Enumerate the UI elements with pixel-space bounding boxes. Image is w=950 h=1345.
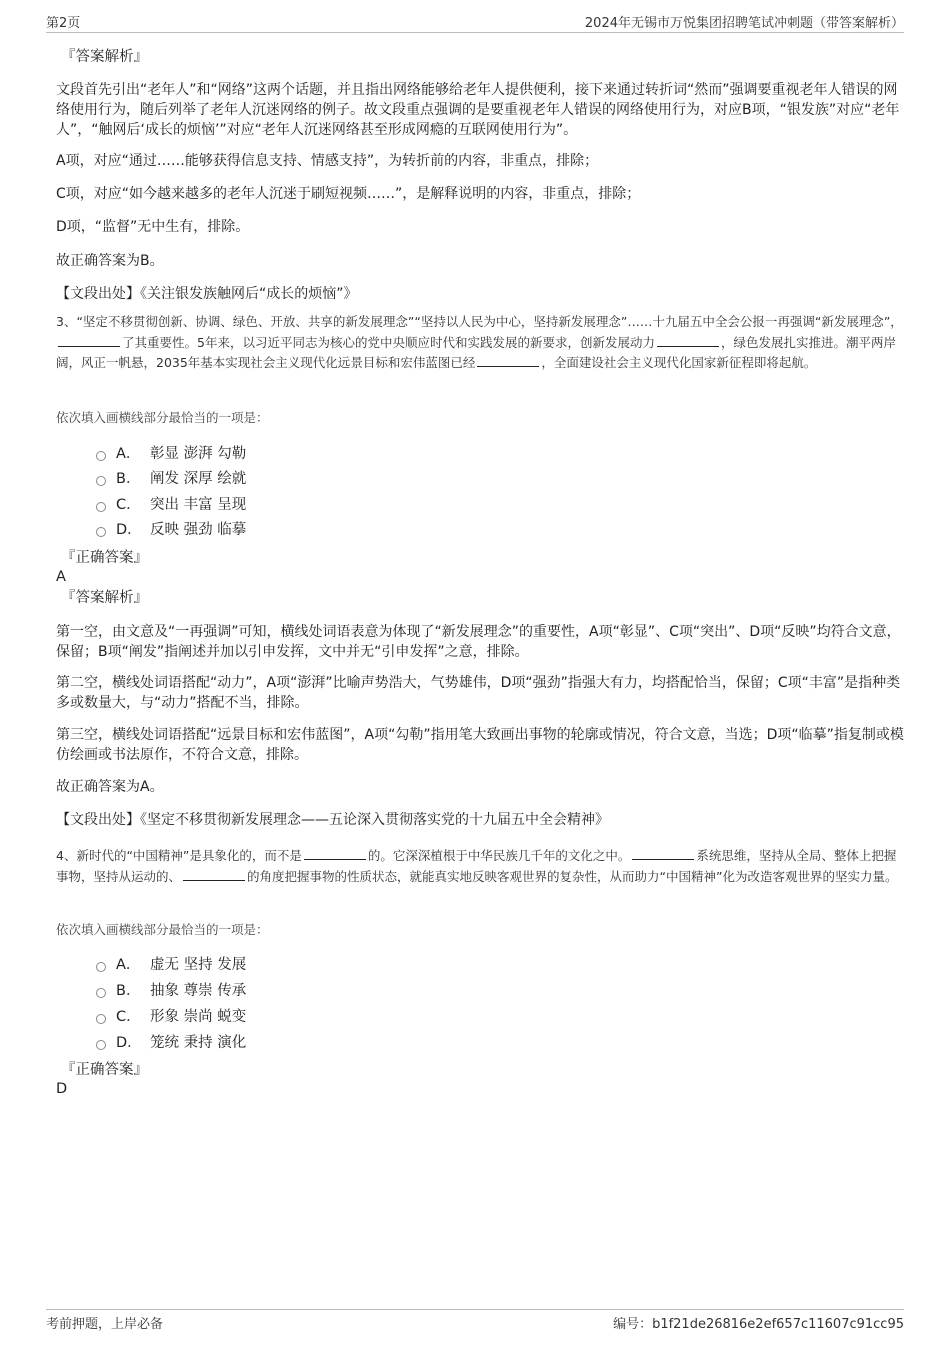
question-3-prompt: 依次填入画横线部分最恰当的一项是： — [56, 410, 269, 425]
fill-blank — [304, 846, 366, 860]
analysis-label: 『答案解析』 — [61, 590, 148, 606]
analysis-option-d: D项，“监督”无中生有，排除。 — [56, 219, 250, 235]
question-4-option-d[interactable]: D． 笼统 秉持 演化 — [96, 1033, 246, 1053]
fill-blank — [657, 333, 719, 347]
footer-slogan: 考前押题，上岸必备 — [46, 1317, 164, 1332]
question-3-option-b[interactable]: B． 阐发 深厚 绘就 — [96, 469, 246, 489]
analysis-option-a: A项，对应“通过……能够获得信息支持、情感支持”，为转折前的内容，非重点，排除； — [56, 153, 599, 169]
radio-icon[interactable] — [96, 527, 106, 537]
radio-icon[interactable] — [96, 476, 106, 486]
radio-icon[interactable] — [96, 451, 106, 461]
analysis-blank-3: 第三空，横线处词语搭配“远景目标和宏伟蓝图”，A项“勾勒”指用笔大致画出事物的轮廓或情况，符合文意，当选；D项“临摹”指复制或模仿绘画或书法原作，不符合文意，排除。 — [56, 727, 904, 763]
question-4-option-a[interactable]: A． 虚无 坚持 发展 — [96, 955, 246, 975]
fill-blank — [477, 353, 539, 367]
analysis-option-c: C项，对应“如今越来越多的老年人沉迷于刷短视频……”，是解释说明的内容，非重点，排除； — [56, 186, 641, 202]
question-3-option-d[interactable]: D． 反映 强劲 临摹 — [96, 520, 246, 540]
correct-answer-value: D — [56, 1081, 68, 1097]
radio-icon[interactable] — [96, 1014, 106, 1024]
question-3-option-a[interactable]: A． 彰显 澎湃 勾勒 — [96, 444, 246, 464]
radio-icon[interactable] — [96, 502, 106, 512]
analysis-paragraph: 文段首先引出“老年人”和“网络”这两个话题，并且指出网络能够给老年人提供便利，接下来通过转折词“然而”强调要重视老年人错误的网络使用行为，随后列举了老年人沉迷网络的例子。故文段重点强调的是要重视老年人错误的网络使用行为，对应B项，“银发族”对应“老年人”，“触网后‘成长的烦恼’”对应“老年人沉迷网络甚至形成网瘾的互联网使用行为”。 — [56, 82, 900, 138]
correct-answer-label: 『正确答案』 — [61, 1062, 148, 1078]
question-3-text: 3、“坚定不移贯彻创新、协调、绿色、开放、共享的新发展理念”“坚持以人民为中心，坚持新发展理念”……十九届五中全会公报一再强调“新发展理念”，了其重要性。5年来，以习近平同志为核心的党中央顺应时代和实践发展的新要求，创新发展动力 ，绿色发展扎实推进。潮平两岸阔，风正一帆悬，2035年基本实现社会主义现代化远景目标和宏伟蓝图已经 ，全面建设社会主义现代化国家新征程即将起航。 — [56, 314, 903, 370]
radio-icon[interactable] — [96, 988, 106, 998]
page-number: 第2页 — [46, 16, 81, 31]
analysis-label: 『答案解析』 — [61, 49, 148, 65]
page-footer — [46, 1309, 904, 1332]
question-3-option-c[interactable]: C． 突出 丰富 呈现 — [96, 495, 246, 515]
document-id: 编号：b1f21de26816e2ef657c11607c91cc95 — [613, 1317, 904, 1332]
document-title: 2024年无锡市万悦集团招聘笔试冲刺题（带答案解析） — [584, 16, 904, 31]
source-line: 【文段出处】《坚定不移贯彻新发展理念——五论深入贯彻落实党的十九届五中全会精神》 — [56, 812, 609, 828]
source-line: 【文段出处】《关注银发族触网后“成长的烦恼”》 — [56, 286, 358, 302]
question-4-prompt: 依次填入画横线部分最恰当的一项是： — [56, 922, 269, 937]
question-4-option-c[interactable]: C． 形象 崇尚 蜕变 — [96, 1007, 246, 1027]
correct-answer-value: A — [56, 569, 66, 585]
analysis-blank-1: 第一空，由文意及“一再强调”可知，横线处词语表意为体现了“新发展理念”的重要性，A项“彰显”、C项“突出”、D项“反映”均符合文意，保留；B项“阐发”指阐述并加以引申发挥，文中并无“引申发挥”之意，排除。 — [56, 624, 901, 660]
fill-blank — [632, 846, 694, 860]
question-4-text: 4、新时代的“中国精神”是具象化的，而不是 的。它深深植根于中华民族几千年的文化之中。 系统思维，坚持从全局、整体上把握事物，坚持从运动的、 的角度把握事物的性质状态，就能真实地反映客观世界的复杂性，从而助力“中国精神”化为改造客观世界的坚实力量。 — [56, 848, 898, 884]
correct-answer-label: 『正确答案』 — [61, 550, 148, 566]
page-header — [46, 12, 904, 33]
correct-answer-line: 故正确答案为A。 — [56, 779, 164, 795]
question-4-option-b[interactable]: B． 抽象 尊崇 传承 — [96, 981, 246, 1001]
fill-blank — [58, 333, 120, 347]
fill-blank — [183, 867, 245, 881]
radio-icon[interactable] — [96, 962, 106, 972]
correct-answer-line: 故正确答案为B。 — [56, 253, 164, 269]
analysis-blank-2: 第二空，横线处词语搭配“动力”，A项“澎湃”比喻声势浩大，气势雄伟，D项“强劲”指强大有力，均搭配恰当，保留；C项“丰富”是指种类多或数量大，与“动力”搭配不当，排除。 — [56, 675, 901, 711]
radio-icon[interactable] — [96, 1040, 106, 1050]
